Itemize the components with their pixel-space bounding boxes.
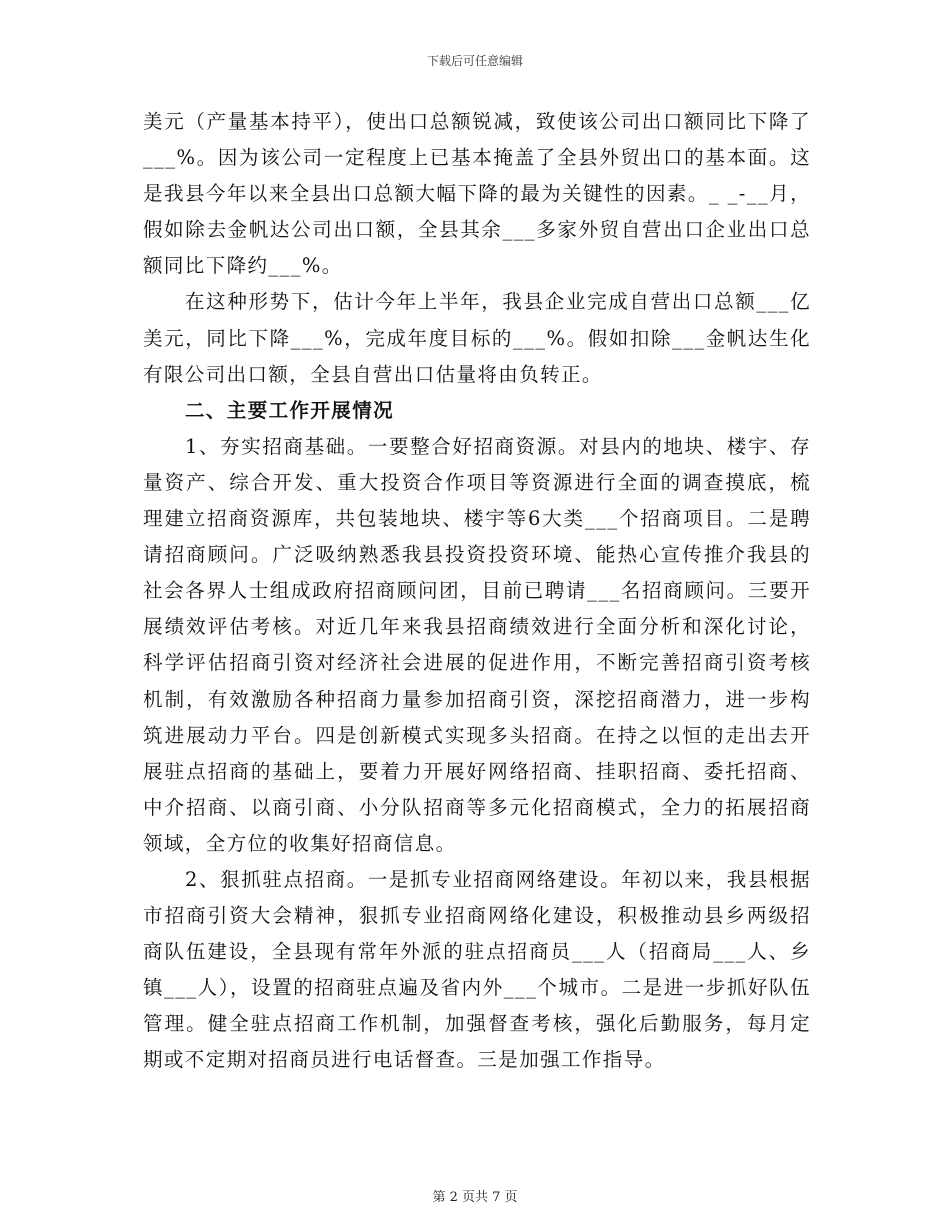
paragraph-resident-investment: 2、狠抓驻点招商。一是抓专业招商网络建设。年初以来，我县根据市招商引资大会精神，狠抓专业招商网络化建设，积极推动县乡两级招商队伍建设，全县现有常年外派的驻点招商员___人（招商局___人、乡镇___人），设置的招商驻点遍及省内外___个城市。二是进一步抓好队伍管理。健全驻点招商工作机制，加强督查考核，强化后勤服务，每月定期或不定期对招商员进行电话督查。三是加强工作指导。 — [143, 867, 811, 1072]
paragraph-investment-foundation: 1、夯实招商基础。一要整合好招商资源。对县内的地块、楼宇、存量资产、综合开发、重大投资合作项目等资源进行全面的调查摸底，梳理建立招商资源库，共包装地块、楼宇等6大类___个招商项目。二是聘请招商顾问。广泛吸纳熟悉我县投资投资环境、能热心宣传推介我县的社会各界人士组成政府招商顾问团，目前已聘请___名招商顾问。三要开展绩效评估考核。对近几年来我县招商绩效进行全面分析和深化讨论，科学评估招商引资对经济社会进展的促进作用，不断完善招商引资考核机制，有效激励各种招商力量参加招商引资，深挖招商潜力，进一步构筑进展动力平台。四是创新模式实现多头招商。在持之以恒的走出去开展驻点招商的基础上，要着力开展好网络招商、挂职招商、委托招商、中介招商、以商引商、小分队招商等多元化招商模式，全力的拓展招商领域，全方位的收集好招商信息。 — [143, 434, 811, 855]
paragraph-export-decline: 美元（产量基本持平），使出口总额锐减，致使该公司出口额同比下降了___%。因为该公司一定程度上已基本掩盖了全县外贸出口的基本面。这是我县今年以来全县出口总额大幅下降的最为关键性的因素。_ _-__月，假如除去金帆达公司出口额，全县其余___多家外贸自营出口企业出口总额同比下降约___%。 — [143, 110, 811, 278]
document-body — [143, 104, 811, 1079]
page-footer: 第 2 页共 7 页 — [432, 1190, 518, 1205]
section-heading: 二、主要工作开展情况 — [185, 398, 395, 422]
paragraph-export-estimate: 在这种形势下，估计今年上半年，我县企业完成自营出口总额___亿美元，同比下降___%，完成年度目标的___%。假如扣除___金帆达生化有限公司出口额，全县自营出口估量将由负转正。 — [143, 290, 811, 386]
page-header: 下载后可任意编辑 — [426, 54, 523, 68]
